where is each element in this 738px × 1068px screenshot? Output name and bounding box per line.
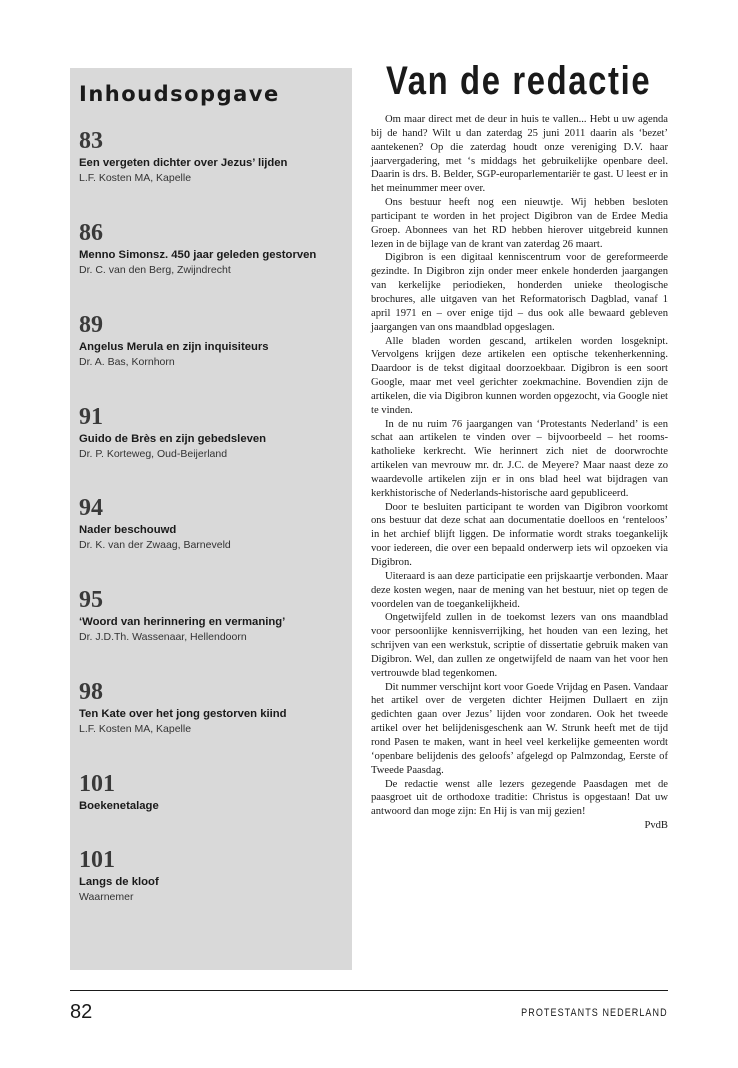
toc-page-number: 94 xyxy=(79,495,103,521)
editorial-paragraph: Ons bestuur heeft nog een nieuwtje. Wij hebben besloten participant te worden in het project Digibron van de Erdee Media Groep. Abonnees van het RD hebben hierover uitgebreid kunnen lezen in de bijlage van de krant van zaterdag 26 maart. xyxy=(371,197,668,250)
toc-author: L.F. Kosten MA, Kapelle xyxy=(79,723,192,735)
toc-entry[interactable] xyxy=(79,679,344,737)
publication-name: PROTESTANTS NEDERLAND xyxy=(521,1007,668,1019)
toc-author: Waarnemer xyxy=(79,891,134,903)
toc-entry[interactable] xyxy=(79,128,344,186)
editorial-paragraph: Ongetwijfeld zullen in de toekomst lezers van ons maandblad voor persoonlijke kennisverrijking, het houden van een lezing, het schrijven van een werkstuk, scriptie of dissertatie gebruik maken van Digibron. Wel, dan zullen ze ongetwijfeld de naam van het voor hen vertrouwde blad tegenkomen. xyxy=(371,612,668,679)
editorial-body xyxy=(371,113,668,833)
editorial-paragraph: De redactie wenst alle lezers gezegende Paasdagen met de paasgroet uit de orthodoxe traditie: Christus is opgestaan! Dat uw antwoord dan moge zijn: En Hij is van mij gezien! xyxy=(371,778,668,818)
toc-author: Dr. C. van den Berg, Zwijndrecht xyxy=(79,264,231,276)
editorial-title: Van de redactie xyxy=(386,59,652,103)
toc-author: Dr. P. Korteweg, Oud-Beijerland xyxy=(79,448,228,460)
toc-page-number: 95 xyxy=(79,587,103,613)
toc-entry[interactable] xyxy=(79,404,344,462)
editorial-paragraph: Om maar direct met de deur in huis te vallen... Hebt u uw agenda bij de hand? Wilt u dan zaterdag 25 juni 2011 daarin als ‘bezet’ aantekenen? Op die zaterdag houdt onze vereniging D.V. haar jaarvergadering, met ‘s middags het gebruikelijke openbare deel. Daarin is drs. B. Belder, SGP-europarlementariër te gast. U leest er in het meinummer meer over. xyxy=(371,114,668,195)
toc-page-number: 98 xyxy=(79,679,103,705)
toc-title: Angelus Merula en zijn inquisiteurs xyxy=(79,341,269,353)
page-number: 82 xyxy=(70,1001,93,1023)
toc-title: Een vergeten dichter over Jezus’ lijden xyxy=(79,157,288,169)
editorial-paragraph: Dit nummer verschijnt kort voor Goede Vrijdag en Pasen. Vandaar het artikel over de vergeten dichter Heijmen Dullaert en zijn gedichten gaan over Jezus’ lijden voor zondaren. Ook het tweede artikel over het belijdenisgeschenk aan W. Strunk heeft met de tijd rond Pasen te maken, want in heel veel kerkelijke gemeenten wordt ‘openbare belijdenis des geloofs’ afgelegd op Palmzondag, Eerste of Tweede Paasdag. xyxy=(371,681,668,776)
footer-divider xyxy=(70,990,668,991)
editorial-paragraph: Alle bladen worden gescand, artikelen worden losgeknipt. Vervolgens krijgen deze artikelen een optische tekenherkenning. Daardoor is de tekst digitaal doorzoekbaar. Digibron is een soort Google, maar met veel gerichter zoekmachine. Bovendien zijn de artikelen, die via Digibron kunnen worden opgezocht, via Google niet te vinden. xyxy=(371,335,668,416)
toc-entry[interactable] xyxy=(79,587,344,645)
toc-page-number: 89 xyxy=(79,312,103,338)
toc-entry[interactable] xyxy=(79,847,344,905)
toc-entry[interactable] xyxy=(79,771,344,814)
editorial-signature: PvdB xyxy=(644,820,668,832)
toc-title: Guido de Brès en zijn gebedsleven xyxy=(79,433,267,445)
toc-page-number: 101 xyxy=(79,771,115,797)
toc-page-number: 101 xyxy=(79,847,115,873)
toc-title: Langs de kloof xyxy=(79,876,159,888)
toc-title: Menno Simonsz. 450 jaar geleden gestorven xyxy=(79,249,317,261)
toc-title: Nader beschouwd xyxy=(79,524,177,536)
editorial-paragraph: Uiteraard is aan deze participatie een prijskaartje verbonden. Maar deze kosten wegen, naar de mening van het bestuur, niet op tegen de voordelen van de toegankelijkheid. xyxy=(371,570,668,610)
toc-entry[interactable] xyxy=(79,312,344,370)
toc-title: Boekenetalage xyxy=(79,800,159,812)
toc-heading: Inhoudsopgave xyxy=(79,82,280,106)
editorial-paragraph: In de nu ruim 76 jaargangen van ‘Protestants Nederland’ is een schat aan artikelen te vinden over – bijvoorbeeld – het rooms-katholieke kerkrecht. Wie herinnert zich niet de doorwrochte artikelen van mevrouw mr. dr. J.C. de Meyere? Maar naast deze zo waardevolle artikelen zijn er in ons blad heel wat bijdragen van kerkhistorische of Nederlands-historische aard gepubliceerd. xyxy=(371,418,668,499)
editorial-paragraph: Digibron is een digitaal kenniscentrum voor de gereformeerde gezindte. In Digibron zijn onder meer enkele honderden jaargangen van kerkelijke periodieken, honderden unieke theologische brochures, alle uitgaven van het Reformatorisch Dagblad, vanaf 1 april 1971 en – over enige tijd – dus ook alle bewaard gebleven jaargangen van ons maandblad opgeslagen. xyxy=(371,252,668,333)
toc-title: Ten Kate over het jong gestorven kiind xyxy=(79,708,287,720)
toc-author: Dr. K. van der Zwaag, Barneveld xyxy=(79,539,231,551)
table-of-contents xyxy=(70,68,352,970)
toc-author: L.F. Kosten MA, Kapelle xyxy=(79,172,192,184)
toc-entry[interactable] xyxy=(79,220,344,278)
toc-author: Dr. J.D.Th. Wassenaar, Hellendoorn xyxy=(79,631,247,643)
toc-author: Dr. A. Bas, Kornhorn xyxy=(79,356,175,368)
toc-page-number: 91 xyxy=(79,404,103,430)
toc-title: ‘Woord van herinnering en vermaning’ xyxy=(79,616,286,628)
toc-page-number: 83 xyxy=(79,128,103,154)
editorial-paragraph: Door te besluiten participant te worden van Digibron voorkomt ons bestuur dat deze schat aan documentatie doelloos en ‘renteloos’ in het archief blijft liggen. De informatie wordt straks toegankelijk voor iedereen, die over een bepaald onderwerp iets wil opzoeken via Digibron. xyxy=(371,501,668,568)
toc-page-number: 86 xyxy=(79,220,103,246)
toc-entry[interactable] xyxy=(79,495,344,553)
